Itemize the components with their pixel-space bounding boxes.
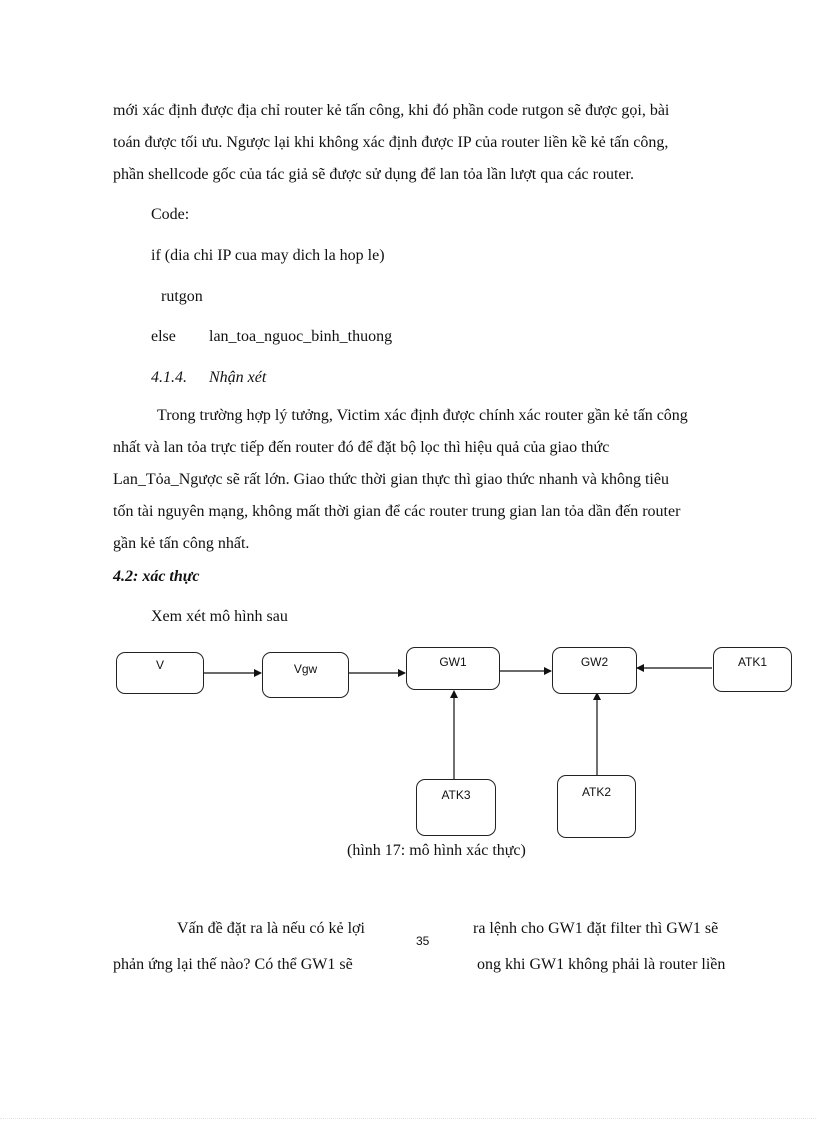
node-atk3-label: ATK3 bbox=[441, 788, 471, 802]
section-4-1-4-number: 4.1.4. bbox=[151, 369, 187, 386]
diagram-intro: Xem xét mô hình sau bbox=[151, 608, 288, 625]
node-gw2-label: GW2 bbox=[580, 655, 609, 669]
node-gw1-label: GW1 bbox=[439, 655, 467, 669]
paragraph-3-line-1-end: ra lệnh cho GW1 đặt filter thì GW1 sẽ bbox=[473, 920, 719, 937]
node-atk3 bbox=[416, 779, 496, 836]
node-v bbox=[116, 652, 204, 694]
code-rutgon: rutgon bbox=[161, 288, 203, 305]
code-label: Code: bbox=[151, 206, 190, 223]
node-vgw bbox=[262, 652, 349, 698]
node-gw2 bbox=[552, 647, 637, 694]
node-atk2 bbox=[557, 775, 636, 838]
node-atk2-label: ATK2 bbox=[581, 785, 612, 799]
section-4-1-4-title: Nhận xét bbox=[209, 369, 267, 386]
node-atk1 bbox=[713, 647, 792, 692]
paragraph-2-line-5: gần kẻ tấn công nhất. bbox=[113, 535, 250, 552]
node-atk1-label: ATK1 bbox=[737, 655, 768, 669]
page-number: 35 bbox=[416, 934, 430, 948]
paragraph-1-line-1: mới xác định được địa chỉ router kẻ tấn công, khi đó phần code rutgon sẽ được gọi, bài bbox=[113, 102, 670, 119]
paragraph-3-line-1-start: Vấn đề đặt ra là nếu có kẻ lợi bbox=[177, 920, 365, 937]
code-else-body: lan_toa_nguoc_binh_thuong bbox=[209, 328, 393, 345]
code-else-keyword: else bbox=[151, 328, 176, 345]
paragraph-1-line-3: phần shellcode gốc của tác giả sẽ được sử dụng để lan tỏa lần lượt qua các router. bbox=[113, 166, 634, 183]
paragraph-1-line-2: toán được tối ưu. Ngược lại khi không xác định được IP của router liền kề kẻ tấn công, bbox=[113, 134, 669, 151]
paragraph-2-line-1: Trong trường hợp lý tưởng, Victim xác định được chính xác router gần kẻ tấn công bbox=[157, 407, 688, 424]
paragraph-3-line-2-start: phản ứng lại thế nào? Có thể GW1 sẽ bbox=[113, 956, 353, 973]
paragraph-2-line-4: tốn tài nguyên mạng, không mất thời gian để các router trung gian lan tỏa dần đến router bbox=[113, 503, 681, 520]
diagram-caption: (hình 17: mô hình xác thực) bbox=[347, 842, 526, 859]
node-gw1 bbox=[406, 647, 500, 690]
paragraph-2-line-2: nhất và lan tỏa trực tiếp đến router đó để đặt bộ lọc thì hiệu quả của giao thức bbox=[113, 439, 610, 456]
section-4-2-heading: 4.2: xác thực bbox=[113, 568, 200, 585]
page-bottom-divider bbox=[0, 1118, 816, 1119]
node-vgw-label: Vgw bbox=[293, 662, 318, 676]
paragraph-2-line-3: Lan_Tỏa_Ngược sẽ rất lớn. Giao thức thời gian thực thì giao thức nhanh và không tiêu bbox=[113, 471, 669, 488]
node-v-label: V bbox=[155, 658, 164, 672]
paragraph-3-line-2-end: ong khi GW1 không phải là router liền bbox=[477, 956, 726, 973]
code-if-line: if (dia chi IP cua may dich la hop le) bbox=[151, 247, 385, 264]
